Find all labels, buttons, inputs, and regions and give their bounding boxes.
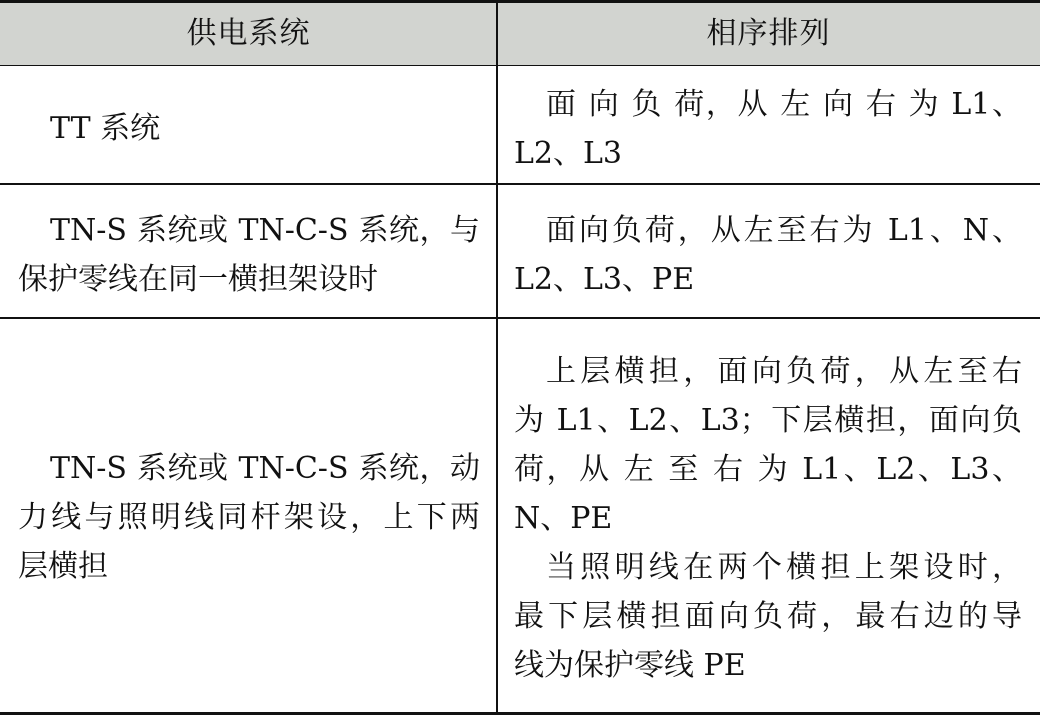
row2-sequence-line: L2、L3、PE xyxy=(514,262,695,297)
header-phase-sequence: 相序排列 xyxy=(706,16,831,51)
row-divider xyxy=(0,317,1040,319)
row-divider xyxy=(0,183,1040,185)
row2-sequence-line: 面向负荷，从左至右为 L1、N、 xyxy=(546,213,1022,248)
row3-sequence-line: 线为保护零线 PE xyxy=(514,648,746,683)
row3-system-cell xyxy=(18,444,480,591)
row1-sequence-cell xyxy=(514,80,1022,178)
row1-system-line: TT 系统 xyxy=(50,111,161,146)
row3-system-line: TN-S 系统或 TN-C-S 系统，动 xyxy=(50,451,480,486)
row1-sequence-line: L2、L3 xyxy=(514,136,623,171)
row1-sequence-line: 面 向 负 荷，从 左 向 右 为 L1、 xyxy=(546,87,1022,122)
row3-sequence-cell xyxy=(514,347,1022,690)
row2-system-line: 保护零线在同一横担架设时 xyxy=(18,262,378,297)
row3-system-line: 力线与照明线同杆架设，上下两 xyxy=(18,500,480,535)
row3-sequence-line: 当照明线在两个横担上架设时， xyxy=(546,550,1022,585)
row1-system-cell xyxy=(18,104,480,153)
row3-sequence-line: 最下层横担面向负荷，最右边的导 xyxy=(514,599,1022,634)
row3-sequence-line: 荷，从 左 至 右 为 L1、L2、L3、 xyxy=(514,452,1022,487)
column-divider xyxy=(496,3,498,715)
row3-sequence-line: N、PE xyxy=(514,501,613,536)
row3-sequence-line: 为 L1、L2、L3；下层横担，面向负 xyxy=(514,403,1022,438)
row3-system-line: 层横担 xyxy=(18,549,108,584)
row2-sequence-cell xyxy=(514,206,1022,304)
row2-system-line: TN-S 系统或 TN-C-S 系统，与 xyxy=(50,213,480,248)
table-header xyxy=(0,3,1040,66)
row3-sequence-line: 上层横担，面向负荷，从左至右 xyxy=(546,354,1022,389)
row2-system-cell xyxy=(18,206,480,304)
header-power-system: 供电系统 xyxy=(186,16,311,51)
